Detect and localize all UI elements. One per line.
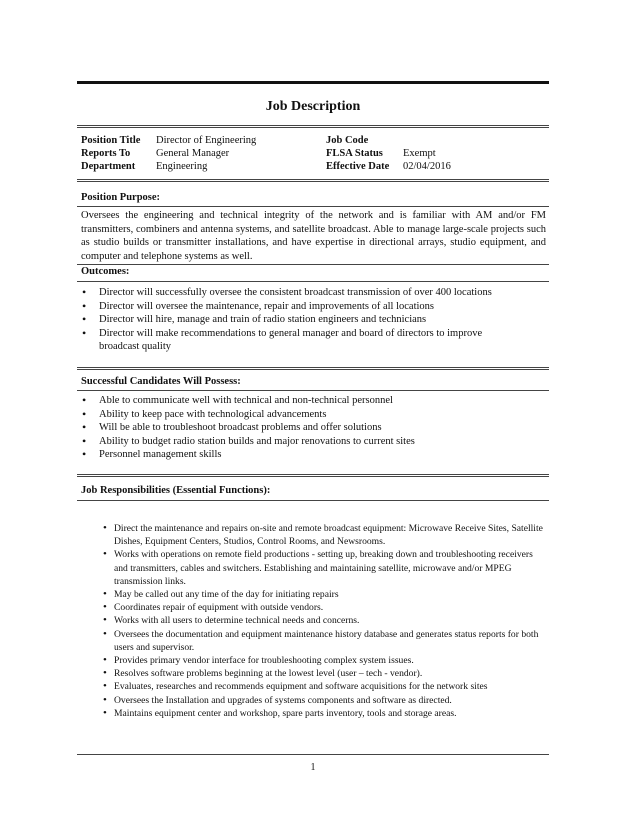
position-title-label: Position Title <box>81 135 141 146</box>
list-item: • Director will make recommendations to general manager and board of directors to improve broadcast quality <box>81 327 521 354</box>
page-title: Job Description <box>265 99 361 114</box>
list-item: • May be called out any time of the day for initiating repairs <box>103 588 543 601</box>
top-rule <box>77 81 549 84</box>
outcomes-heading: Outcomes: <box>81 266 130 277</box>
flsa-status-label: FLSA Status <box>326 148 383 159</box>
list-item: • Works with operations on remote field productions - setting up, breaking down and troubleshooting receivers and transmitters, cables and switchers. Establishing and maintaining satellite, microwave and/or MPEG transmission links. <box>103 548 543 588</box>
candidates-heading-rule <box>77 390 549 391</box>
list-item: • Director will hire, manage and train of radio station engineers and technicians <box>81 313 521 327</box>
effective-date-label: Effective Date <box>326 161 390 172</box>
list-item: • Direct the maintenance and repairs on-site and remote broadcast equipment: Microwave Receive Sites, Satellite Dishes, Equipment Centers, Studios, Control Rooms, and Newsrooms. <box>103 522 543 548</box>
list-item: • Personnel management skills <box>81 448 521 462</box>
job-code-value <box>403 134 451 147</box>
page-number: 1 <box>310 762 316 773</box>
list-item: • Director will oversee the maintenance, repair and improvements of all locations <box>81 300 521 314</box>
responsibilities-list <box>103 522 543 720</box>
list-item: • Ability to keep pace with technological advancements <box>81 408 521 422</box>
candidates-heading: Successful Candidates Will Possess: <box>81 376 241 387</box>
list-item: • Evaluates, researches and recommends equipment and software acquisitions for the network sites <box>103 680 543 693</box>
meta-labels-left <box>81 134 140 173</box>
meta-values-left <box>156 134 256 173</box>
list-item: • Oversees the Installation and upgrades of systems components and software as directed. <box>103 694 543 707</box>
effective-date-value: 02/04/2016 <box>403 161 451 172</box>
reports-to-value: General Manager <box>156 148 230 159</box>
list-item: • Coordinates repair of equipment with outside vendors. <box>103 601 543 614</box>
list-item: • Oversees the documentation and equipment maintenance history database and generates status reports for both users and supervisor. <box>103 628 543 654</box>
flsa-status-value: Exempt <box>403 148 436 159</box>
list-item: • Maintains equipment center and workshop, spare parts inventory, tools and storage areas. <box>103 707 543 720</box>
footer-rule <box>77 754 549 755</box>
purpose-heading-rule <box>77 206 549 207</box>
candidates-top-rule <box>77 367 549 370</box>
purpose-text: Oversees the engineering and technical integrity of the network and is familiar with AM and/or FM transmitters, combiners and antenna systems, and satellite broadcast. Able to manage large-scale projects such as studio builds or transmitter installations, and have expertise in directional arrays, studio equipment, and computer and telephone systems as well. <box>81 210 546 262</box>
list-item: • Able to communicate well with technical and non-technical personnel <box>81 394 521 408</box>
department-value: Engineering <box>156 161 208 172</box>
outcomes-top-rule <box>77 264 549 265</box>
meta-values-right <box>403 134 451 173</box>
list-item: • Provides primary vendor interface for troubleshooting complex system issues. <box>103 654 543 667</box>
list-item: • Resolves software problems beginning at the lowest level (user – tech - vendor). <box>103 667 543 680</box>
outcomes-list <box>81 286 521 354</box>
job-code-label: Job Code <box>326 135 369 146</box>
meta-labels-right <box>326 134 389 173</box>
responsibilities-heading: Job Responsibilities (Essential Functions): <box>81 485 271 496</box>
purpose-heading: Position Purpose: <box>81 192 161 203</box>
reports-to-label: Reports To <box>81 148 131 159</box>
title-rule <box>77 125 549 128</box>
responsibilities-top-rule <box>77 474 549 477</box>
list-item: • Ability to budget radio station builds and major renovations to current sites <box>81 435 521 449</box>
department-label: Department <box>81 161 136 172</box>
list-item: • Director will successfully oversee the consistent broadcast transmission of over 400 locations <box>81 286 521 300</box>
responsibilities-heading-rule <box>77 500 549 501</box>
meta-rule <box>77 179 549 182</box>
position-title-value: Director of Engineering <box>156 135 257 146</box>
list-item: • Will be able to troubleshoot broadcast problems and offer solutions <box>81 421 521 435</box>
outcomes-heading-rule <box>77 281 549 282</box>
candidates-list <box>81 394 521 462</box>
list-item: • Works with all users to determine technical needs and concerns. <box>103 614 543 627</box>
